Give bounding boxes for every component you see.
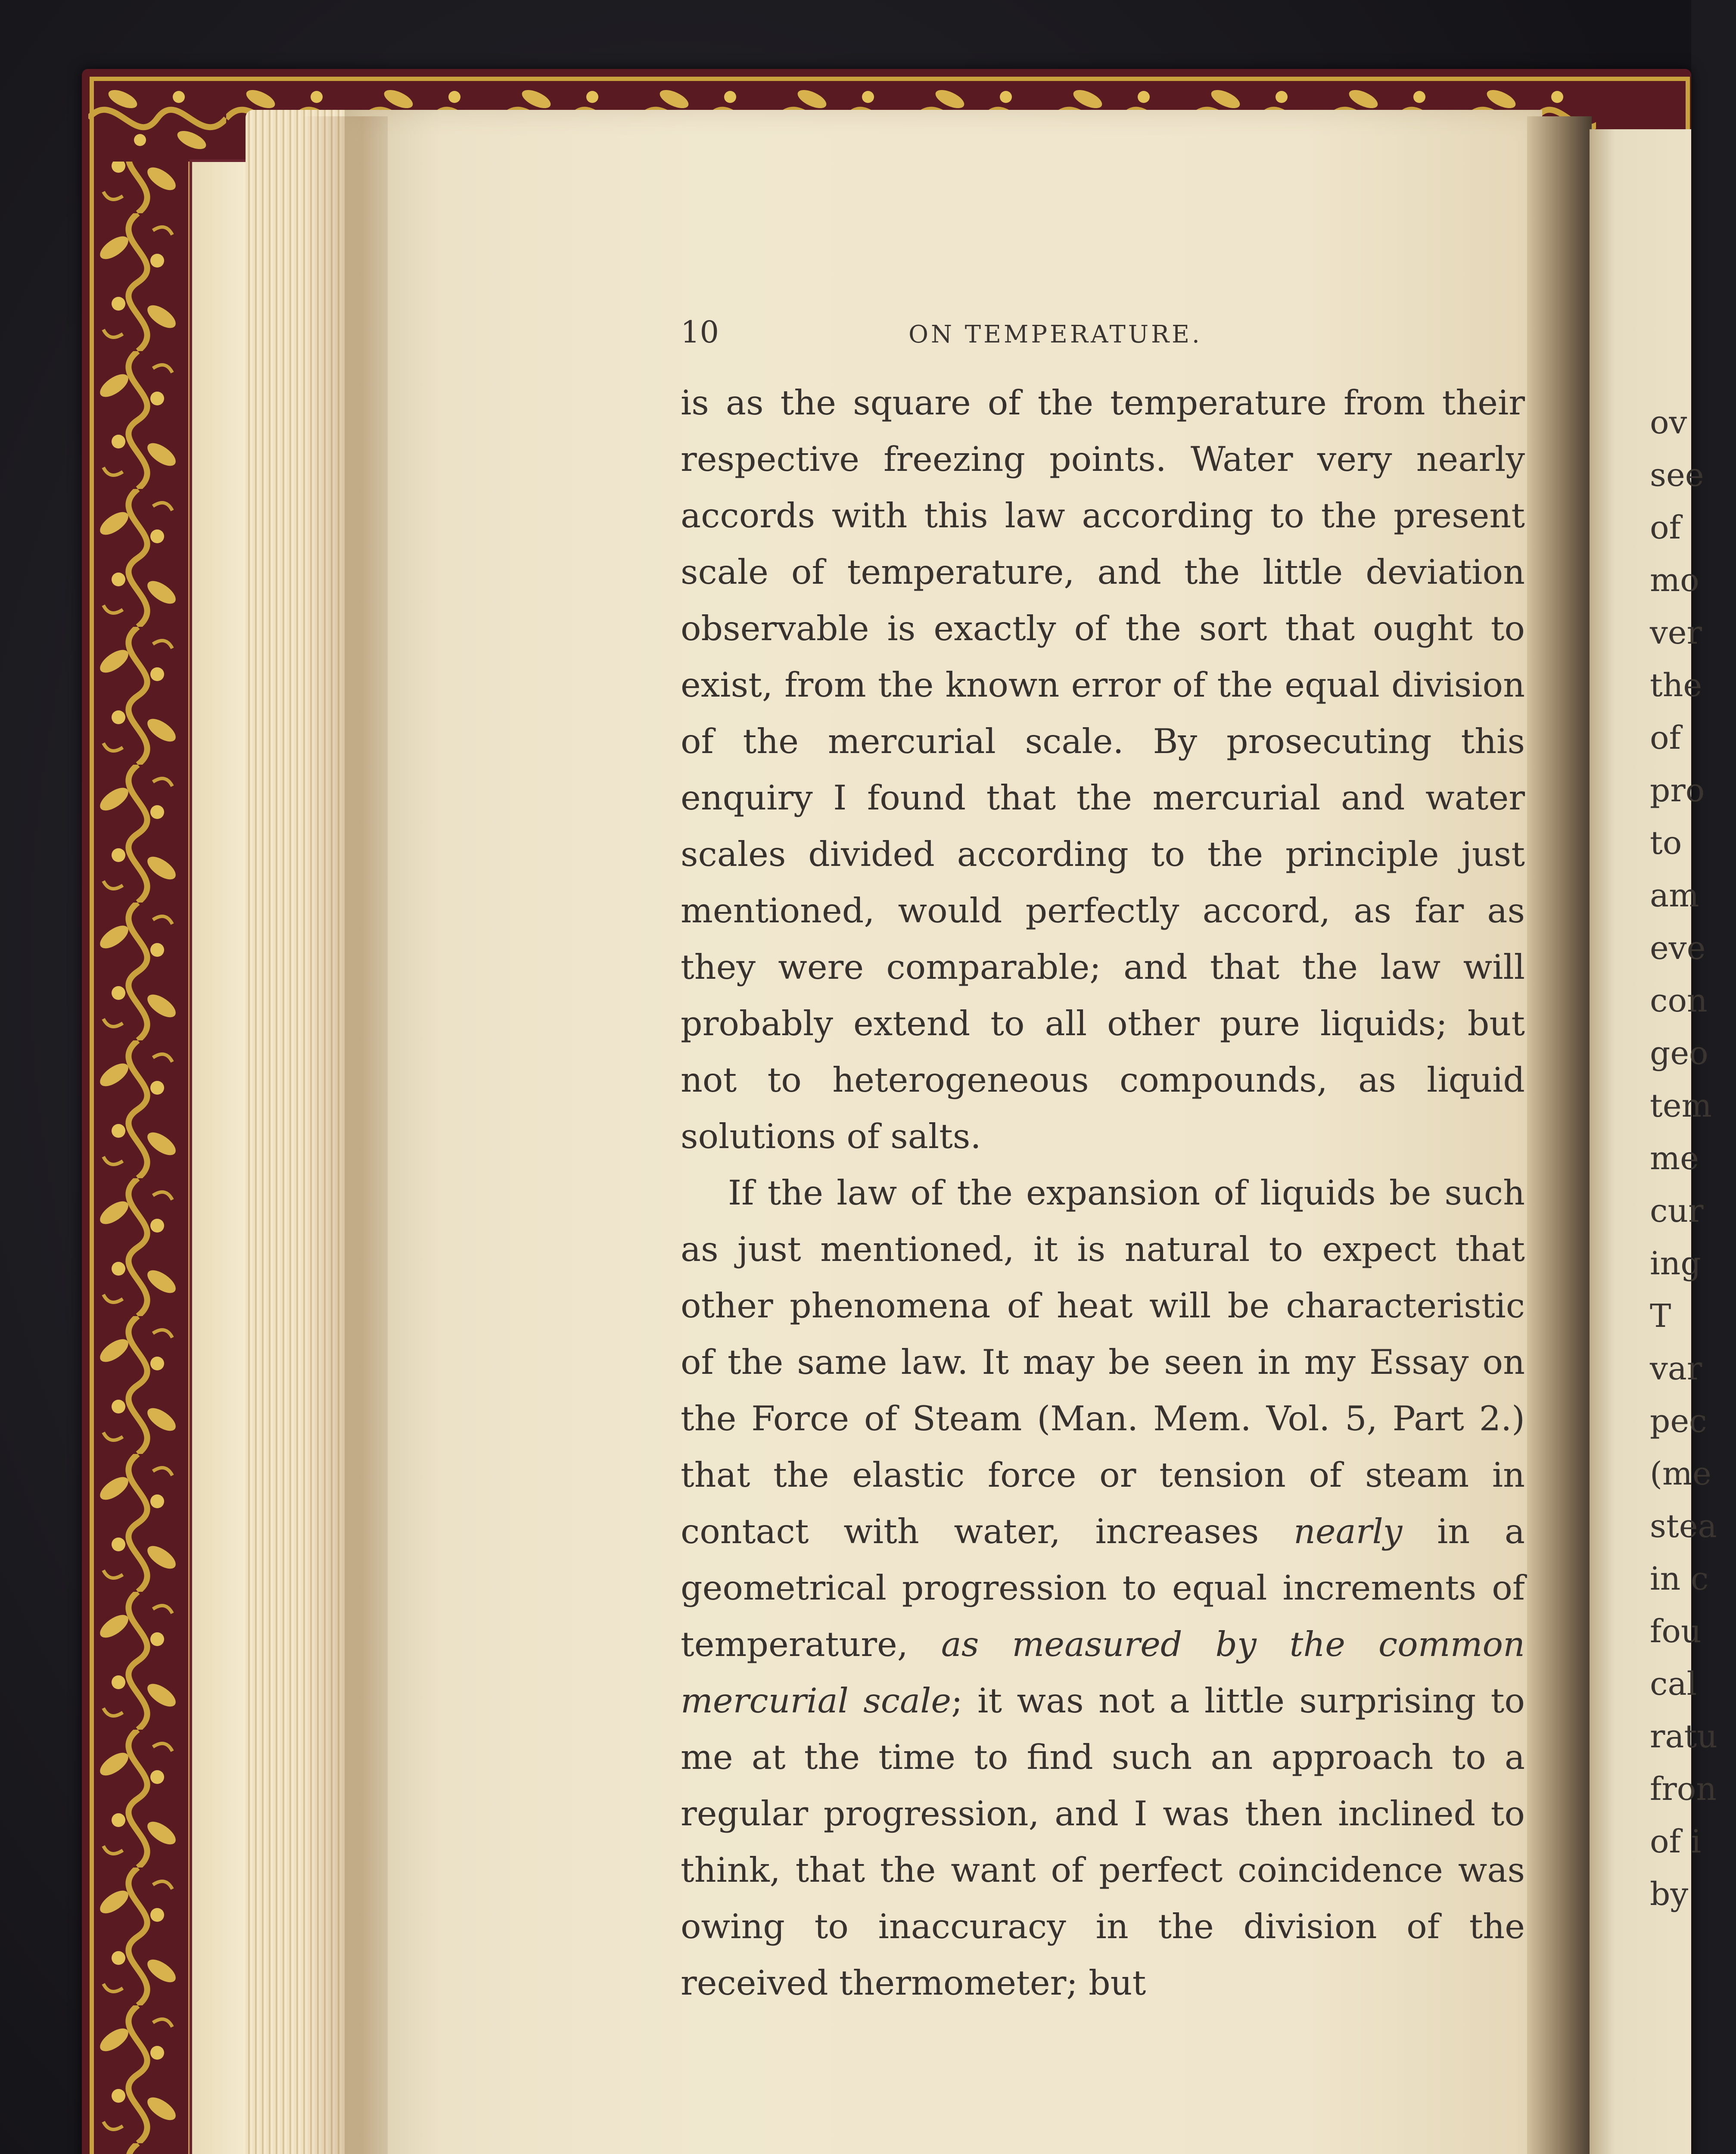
facing-line: mo [1650,562,1699,599]
facing-line: of [1650,509,1681,546]
facing-line: cal [1650,1665,1697,1703]
facing-page-text [1650,396,1736,1921]
facing-line: am [1650,877,1699,914]
facing-line: the [1650,667,1702,704]
facing-line: of i [1650,1823,1702,1860]
facing-line: in c [1650,1560,1709,1597]
facing-line: by [1650,1876,1689,1913]
facing-line: of [1650,719,1681,756]
paragraph-2-part-b: in a geometrical progression to equal increments of temperature, [681,1512,1525,1664]
facing-line: fou [1650,1613,1702,1650]
facing-line: (me [1650,1455,1711,1492]
facing-line: fron [1650,1771,1717,1808]
running-head: ON TEMPERATURE. [908,321,1202,349]
facing-line: ver [1650,614,1702,651]
facing-line: to [1650,825,1682,862]
facing-line: geo [1650,1035,1708,1072]
facing-line: ratu [1650,1718,1717,1755]
facing-line: stea [1650,1508,1717,1545]
facing-line: pec [1650,1403,1707,1440]
facing-line: see [1650,457,1704,494]
body-text [681,375,1525,2011]
facing-line: tem [1650,1087,1712,1124]
paragraph-2-part-c: ; it was not a little surprising to me at the time to find such an approach to a regular progression, and I was then inclined to think, that the want of perfect coincidence was owing to inaccuracy in the division of the received thermometer; but [681,1681,1525,2003]
italic-nearly: nearly [1294,1512,1403,1551]
italic-common-scale: as measured by the common mercurial scale [681,1625,1525,1721]
facing-line: me [1650,1140,1699,1177]
page-number: 10 [681,314,719,350]
page-header [681,314,1516,353]
spine-gutter [1527,116,1592,2154]
facing-line: ing [1650,1245,1701,1282]
facing-line: T [1650,1298,1671,1335]
paragraph-2-part-a: If the law of the expansion of liquids be such as just mentioned, it is natural to expect that other phenomena of heat will be characteristic of the same law. It may be seen in my Essay on the Force of Steam (Man. Mem. Vol. 5, Part 2.) that the elastic force or tension of steam in contact with water, increases [681,1173,1525,1551]
facing-line: eve [1650,930,1706,967]
facing-line: con [1650,982,1708,1019]
paragraph-2 [681,1165,1525,2011]
facing-line: pro [1650,772,1705,809]
facing-line: var [1650,1350,1702,1387]
facing-line: ov [1650,404,1687,441]
facing-line: cur [1650,1192,1704,1230]
paragraph-1: is as the square of the temperature from their respective freezing points. Water very nearly accords with this law according to the present scale of temperature, and the little deviation observable is exactly of the sort that ought to exist, from the known error of the equal division of the mercurial scale. By prosecuting this enquiry I found that the mercurial and water scales divided according to the principle just mentioned, would perfectly accord, as far as they were comparable; and that the law will probably extend to all other pure liquids; but not to heterogeneous compounds, as liquid solutions of salts. [681,383,1525,1156]
page-shadow [302,116,388,2154]
